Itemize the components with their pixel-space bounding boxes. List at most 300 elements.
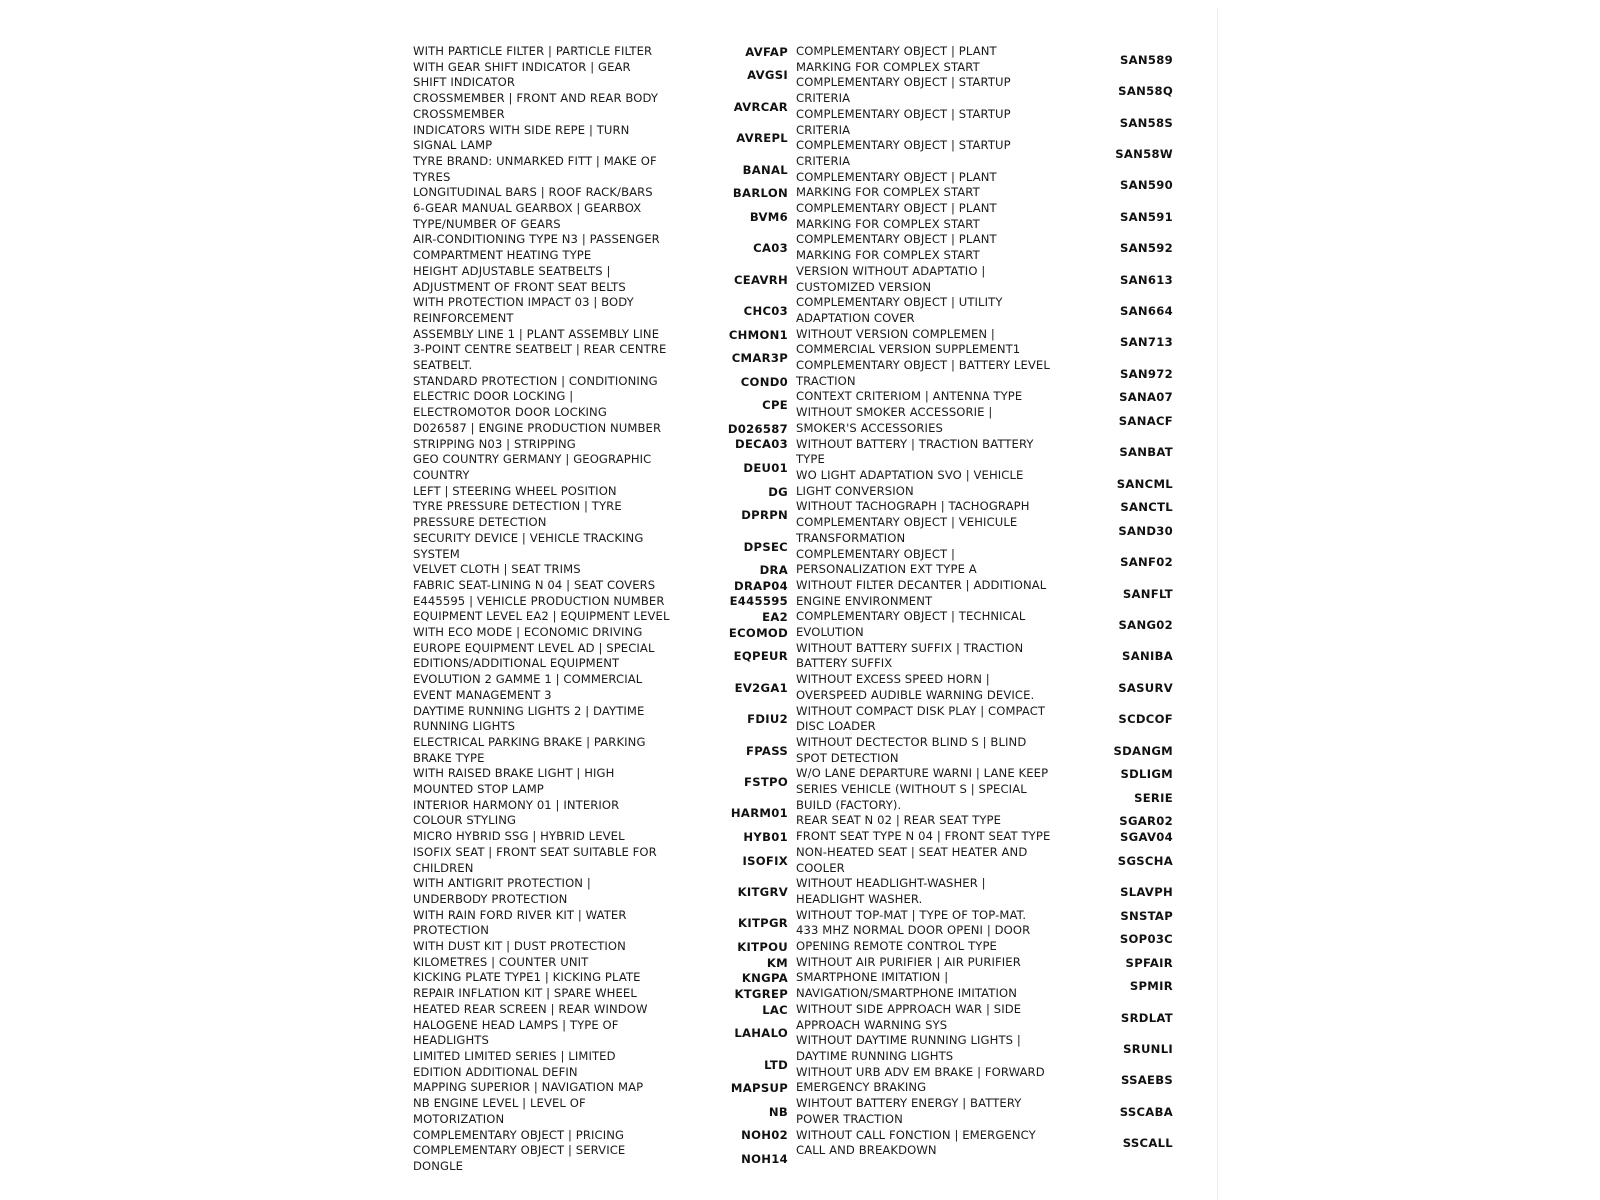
- option-row: [796, 845, 1173, 876]
- option-description: [413, 201, 685, 232]
- option-row: [413, 609, 788, 625]
- option-code: BVM6: [749, 209, 788, 224]
- option-description: [413, 1018, 685, 1049]
- option-code: ISOFIX: [742, 853, 788, 868]
- option-description-line: STANDARD PROTECTION | CONDITIONING: [413, 373, 658, 388]
- option-description: [796, 515, 1066, 546]
- option-row: [796, 829, 1173, 845]
- option-description: [796, 295, 1066, 326]
- page-edge-shadow: [1217, 8, 1218, 1200]
- option-code: SGSCHA: [1117, 853, 1173, 868]
- option-description-line: ELECTRIC DOOR LOCKING |: [413, 389, 574, 404]
- option-description: [413, 1049, 685, 1080]
- option-code: CPE: [762, 398, 788, 413]
- option-description-line: CRITERIA: [796, 153, 851, 168]
- option-description-line: MARKING FOR COMPLEX START: [796, 216, 980, 231]
- option-description-line: LEFT | STEERING WHEEL POSITION: [413, 483, 617, 498]
- option-description-line: CRITERIA: [796, 122, 851, 137]
- option-description: [413, 484, 685, 500]
- option-row: [413, 955, 788, 971]
- option-description-line: BRAKE TYPE: [413, 750, 485, 765]
- option-row: [413, 1143, 788, 1174]
- option-row: [796, 405, 1173, 436]
- option-description-line: HEATED REAR SCREEN | REAR WINDOW: [413, 1001, 648, 1016]
- option-row: [796, 515, 1173, 546]
- option-description: [413, 232, 685, 263]
- option-row: [796, 955, 1173, 971]
- option-description-line: WITHOUT BATTERY | TRACTION BATTERY: [796, 436, 1034, 451]
- option-description: [796, 735, 1066, 766]
- option-description-line: LONGITUDINAL BARS | ROOF RACK/BARS: [413, 185, 653, 200]
- option-code: SAN613: [1119, 272, 1173, 287]
- option-code: SANIBA: [1122, 649, 1173, 664]
- option-description-line: WITH GEAR SHIFT INDICATOR | GEAR: [413, 59, 631, 74]
- option-row: [796, 44, 1173, 75]
- option-code: SAN591: [1119, 209, 1173, 224]
- option-code: CA03: [753, 241, 788, 256]
- option-code: KITPGR: [738, 916, 788, 931]
- option-description-line: CROSSMEMBER: [413, 106, 505, 121]
- option-description: [796, 1096, 1066, 1127]
- option-description-line: MAPPING SUPERIOR | NAVIGATION MAP: [413, 1080, 644, 1095]
- option-description-line: WITHOUT BATTERY SUFFIX | TRACTION: [796, 640, 1024, 655]
- option-description: [796, 1033, 1066, 1064]
- option-description: [796, 672, 1066, 703]
- option-code: ECOMOD: [728, 625, 788, 640]
- option-description-line: PRESSURE DETECTION: [413, 515, 547, 530]
- option-code: DRAP04: [734, 578, 788, 593]
- option-description-line: AIR-CONDITIONING TYPE N3 | PASSENGER: [413, 232, 660, 247]
- option-code: LAC: [762, 1002, 788, 1017]
- option-description: [413, 421, 685, 437]
- option-description-line: COMPLEMENTARY OBJECT |: [796, 546, 955, 561]
- option-row: [413, 1049, 788, 1080]
- option-description-line: WITHOUT FILTER DECANTER | ADDITIONAL: [796, 577, 1047, 592]
- option-description-line: 6-GEAR MANUAL GEARBOX | GEARBOX: [413, 201, 642, 216]
- option-description-line: NON-HEATED SEAT | SEAT HEATER AND: [796, 844, 1028, 859]
- option-code: KNGPA: [741, 971, 788, 986]
- option-row: [796, 735, 1173, 766]
- option-code: SAN972: [1119, 366, 1173, 381]
- option-description-line: WIHTOUT BATTERY ENERGY | BATTERY: [796, 1096, 1022, 1111]
- option-description-line: WITHOUT HEADLIGHT-WASHER |: [796, 876, 986, 891]
- option-row: [413, 704, 788, 735]
- option-code: LTD: [764, 1057, 788, 1072]
- option-description-line: COMPLEMENTARY OBJECT | SERVICE: [413, 1143, 626, 1158]
- option-code: SANF02: [1120, 555, 1173, 570]
- option-code: BANAL: [742, 162, 788, 177]
- option-description-line: EVOLUTION 2 GAMME 1 | COMMERCIAL: [413, 672, 643, 687]
- option-code: COND0: [740, 374, 788, 389]
- option-description: [796, 704, 1066, 735]
- option-description: [796, 437, 1066, 468]
- option-description-line: EVENT MANAGEMENT 3: [413, 687, 552, 702]
- option-description: [413, 44, 685, 60]
- option-row: [413, 531, 788, 562]
- option-description: [796, 1128, 1066, 1159]
- option-row: [413, 185, 788, 201]
- option-description: [413, 185, 685, 201]
- option-description: [413, 955, 685, 971]
- option-row: [796, 75, 1173, 106]
- option-description: [796, 468, 1066, 499]
- option-row: [413, 91, 788, 122]
- option-row: [796, 1096, 1173, 1127]
- option-description-line: REAR SEAT N 02 | REAR SEAT TYPE: [796, 813, 1002, 828]
- option-description: [796, 107, 1066, 138]
- option-description-line: BATTERY SUFFIX: [796, 656, 893, 671]
- option-code: CHMON1: [728, 327, 788, 342]
- option-description-line: LIGHT CONVERSION: [796, 483, 914, 498]
- option-description-line: MARKING FOR COMPLEX START: [796, 248, 980, 263]
- option-row: [413, 437, 788, 453]
- option-code: SAN664: [1119, 303, 1173, 318]
- option-code: NOH02: [741, 1128, 788, 1143]
- option-description: [796, 923, 1066, 954]
- option-code: SANA07: [1119, 390, 1173, 405]
- option-row: [413, 44, 788, 60]
- option-description-line: OVERSPEED AUDIBLE WARNING DEVICE.: [796, 687, 1035, 702]
- option-row: [796, 107, 1173, 138]
- option-code: AVGSI: [747, 68, 788, 83]
- option-code: SDANGM: [1113, 743, 1173, 758]
- option-code: AVREPL: [736, 131, 788, 146]
- option-description-line: WITHOUT SIDE APPROACH WAR | SIDE: [796, 1001, 1022, 1016]
- option-description: [413, 264, 685, 295]
- option-description: [796, 327, 1066, 358]
- option-row: [413, 154, 788, 185]
- option-description: [413, 531, 685, 562]
- option-code: DEU01: [743, 460, 788, 475]
- option-row: [413, 1018, 788, 1049]
- option-description-line: WITH PARTICLE FILTER | PARTICLE FILTER: [413, 44, 653, 58]
- option-description-line: COMPLEMENTARY OBJECT | PLANT: [796, 201, 997, 216]
- option-code: SANG02: [1118, 618, 1173, 633]
- option-description: [413, 829, 685, 845]
- option-description-line: WITH ECO MODE | ECONOMIC DRIVING: [413, 625, 643, 640]
- option-description-line: WITHOUT DECTECTOR BLIND S | BLIND: [796, 734, 1027, 749]
- option-description-line: WITHOUT DAYTIME RUNNING LIGHTS |: [796, 1033, 1021, 1048]
- option-row: [796, 138, 1173, 169]
- option-description: [796, 1065, 1066, 1096]
- option-row: [796, 1128, 1173, 1159]
- option-description-line: ASSEMBLY LINE 1 | PLANT ASSEMBLY LINE: [413, 326, 660, 341]
- option-description-line: MARKING FOR COMPLEX START: [796, 59, 980, 74]
- option-code: SANCML: [1116, 476, 1173, 491]
- option-description: [413, 1080, 685, 1096]
- option-code: SDLIGM: [1120, 767, 1173, 782]
- option-row: [796, 468, 1173, 499]
- option-row: [413, 594, 788, 610]
- option-description-line: WITH DUST KIT | DUST PROTECTION: [413, 939, 626, 954]
- option-description: [413, 452, 685, 483]
- option-code: DPRPN: [741, 508, 788, 523]
- option-code: SAN58Q: [1118, 84, 1173, 99]
- option-row: [413, 876, 788, 907]
- option-description: [413, 499, 685, 530]
- option-description: [796, 389, 1066, 405]
- option-description-line: TRACTION: [796, 373, 856, 388]
- option-row: [796, 578, 1173, 609]
- option-row: [413, 845, 788, 876]
- option-row: [796, 327, 1173, 358]
- option-description: [413, 1002, 685, 1018]
- option-row: [796, 358, 1173, 389]
- option-row: [796, 672, 1173, 703]
- option-code: SLAVPH: [1120, 884, 1173, 899]
- option-code: SSCABA: [1119, 1104, 1173, 1119]
- option-description: [796, 138, 1066, 169]
- option-row: [796, 876, 1173, 907]
- option-description-line: 3-POINT CENTRE SEATBELT | REAR CENTRE: [413, 342, 667, 357]
- option-description-line: ELECTROMOTOR DOOR LOCKING: [413, 405, 607, 420]
- option-code: FDIU2: [747, 712, 788, 727]
- left-option-column: [413, 44, 788, 1175]
- option-description: [413, 60, 685, 91]
- option-code: FSTPO: [743, 775, 788, 790]
- option-description-line: WITH RAIN FORD RIVER KIT | WATER: [413, 907, 627, 922]
- option-description-line: COOLER: [796, 860, 845, 875]
- option-description-line: E445595 | VEHICLE PRODUCTION NUMBER: [413, 593, 665, 608]
- option-description-line: CALL AND BREAKDOWN: [796, 1143, 937, 1158]
- option-description: [413, 295, 685, 326]
- option-description-line: SECURITY DEVICE | VEHICLE TRACKING: [413, 530, 644, 545]
- option-description-line: CHILDREN: [413, 860, 474, 875]
- option-description-line: DONGLE: [413, 1158, 464, 1173]
- option-description-line: SYSTEM: [413, 546, 460, 561]
- option-code: DRA: [759, 563, 788, 578]
- option-description-line: APPROACH WARNING SYS: [796, 1017, 948, 1032]
- option-row: [796, 499, 1173, 515]
- option-description-line: COMPLEMENTARY OBJECT | STARTUP: [796, 138, 1011, 153]
- option-description-line: EDITION ADDITIONAL DEFIN: [413, 1064, 578, 1079]
- option-code: SAN590: [1119, 178, 1173, 193]
- option-description-line: VELVET CLOTH | SEAT TRIMS: [413, 562, 581, 577]
- option-row: [413, 295, 788, 326]
- option-description-line: RUNNING LIGHTS: [413, 719, 516, 734]
- option-description-line: OPENING REMOTE CONTROL TYPE: [796, 939, 997, 954]
- option-code: NB: [768, 1104, 788, 1119]
- option-description: [413, 123, 685, 154]
- option-row: [796, 609, 1173, 640]
- option-code: KITPOU: [737, 939, 788, 954]
- option-description-line: PROTECTION: [413, 923, 489, 938]
- option-code: CMAR3P: [731, 351, 788, 366]
- option-code: SAND30: [1118, 523, 1173, 538]
- option-row: [796, 704, 1173, 735]
- option-code: SRUNLI: [1123, 1042, 1173, 1056]
- option-description-line: ISOFIX SEAT | FRONT SEAT SUITABLE FOR: [413, 844, 657, 859]
- option-code: CHC03: [743, 303, 788, 318]
- option-description: [796, 547, 1066, 578]
- option-row: [796, 437, 1173, 468]
- option-description: [796, 1002, 1066, 1033]
- option-row: [413, 327, 788, 343]
- option-code: NOH14: [741, 1151, 788, 1166]
- option-row: [413, 970, 788, 986]
- option-row: [796, 547, 1173, 578]
- option-description-line: WITHOUT COMPACT DISK PLAY | COMPACT: [796, 703, 1046, 718]
- option-description-line: EUROPE EQUIPMENT LEVEL AD | SPECIAL: [413, 640, 655, 655]
- option-row: [796, 1065, 1173, 1096]
- option-description-line: MARKING FOR COMPLEX START: [796, 185, 980, 200]
- option-description: [796, 829, 1066, 845]
- option-code: DPSEC: [743, 539, 788, 554]
- option-row: [413, 421, 788, 437]
- option-description: [413, 327, 685, 343]
- option-row: [413, 201, 788, 232]
- option-description-line: COMPLEMENTARY OBJECT | STARTUP: [796, 106, 1011, 121]
- option-description: [796, 170, 1066, 201]
- option-code: DECA03: [735, 437, 788, 452]
- option-code: SGAR02: [1119, 814, 1173, 829]
- option-row: [796, 970, 1173, 1001]
- option-row: [796, 782, 1173, 813]
- option-description: [413, 704, 685, 735]
- option-description: [413, 876, 685, 907]
- option-code: SASURV: [1118, 680, 1173, 695]
- option-description: [796, 782, 1066, 813]
- option-description: [796, 955, 1066, 971]
- option-description: [796, 405, 1066, 436]
- option-description-line: KILOMETRES | COUNTER UNIT: [413, 954, 589, 969]
- option-code: SGAV04: [1120, 830, 1173, 844]
- option-description-line: REPAIR INFLATION KIT | SPARE WHEEL: [413, 986, 637, 1001]
- option-description-line: MOTORIZATION: [413, 1111, 505, 1126]
- option-row: [413, 499, 788, 530]
- option-code: AVRCAR: [733, 99, 788, 114]
- right-option-column: [796, 44, 1173, 1159]
- option-description-line: POWER TRACTION: [796, 1111, 903, 1126]
- option-description-line: COMPLEMENTARY OBJECT | PLANT: [796, 169, 997, 184]
- option-row: [413, 1096, 788, 1127]
- option-description-line: DAYTIME RUNNING LIGHTS 2 | DAYTIME: [413, 703, 645, 718]
- option-code: D026587: [727, 421, 788, 436]
- option-description: [413, 1128, 685, 1144]
- option-description-line: BUILD (FACTORY).: [796, 797, 902, 812]
- option-description: [796, 970, 1066, 1001]
- option-code: SANCTL: [1120, 500, 1173, 515]
- option-code: SCDCOF: [1118, 712, 1173, 727]
- option-description-line: DAYTIME RUNNING LIGHTS: [796, 1049, 954, 1063]
- option-description: [796, 75, 1066, 106]
- option-code: SAN58S: [1119, 115, 1173, 130]
- option-description: [413, 374, 685, 390]
- option-code: LAHALO: [734, 1026, 788, 1041]
- option-description: [413, 342, 685, 373]
- option-description-line: ELECTRICAL PARKING BRAKE | PARKING: [413, 734, 646, 749]
- option-description-line: HEADLIGHT WASHER.: [796, 891, 923, 906]
- option-description: [413, 672, 685, 703]
- option-description-line: DISC LOADER: [796, 719, 876, 734]
- option-description-line: CONTEXT CRITERIOM | ANTENNA TYPE: [796, 389, 1023, 404]
- option-description: [413, 845, 685, 876]
- option-code: HARM01: [730, 806, 788, 821]
- option-code: KM: [766, 955, 788, 970]
- option-description-line: WITHOUT URB ADV EM BRAKE | FORWARD: [796, 1064, 1045, 1079]
- option-code: SAN589: [1119, 52, 1173, 67]
- option-row: [796, 923, 1173, 954]
- option-description: [413, 939, 685, 955]
- option-description: [796, 44, 1066, 75]
- option-description: [796, 876, 1066, 907]
- option-row: [413, 641, 788, 672]
- option-description-line: SMOKER'S ACCESSORIES: [796, 420, 943, 435]
- option-description: [413, 562, 685, 578]
- option-description-line: SIGNAL LAMP: [413, 138, 493, 153]
- option-row: [413, 232, 788, 263]
- option-description-line: HALOGENE HEAD LAMPS | TYPE OF: [413, 1017, 619, 1032]
- option-description-line: WITHOUT VERSION COMPLEMEN |: [796, 326, 995, 341]
- option-description: [796, 232, 1066, 263]
- option-description-line: COMPLEMENTARY OBJECT | STARTUP: [796, 75, 1011, 90]
- option-description-line: WITHOUT TACHOGRAPH | TACHOGRAPH: [796, 499, 1030, 514]
- option-description: [796, 813, 1066, 829]
- option-description: [413, 986, 685, 1002]
- option-description-line: SPOT DETECTION: [796, 750, 899, 765]
- option-code: EA2: [762, 610, 788, 625]
- option-row: [413, 60, 788, 91]
- option-code: SAN713: [1119, 335, 1173, 350]
- option-description: [413, 594, 685, 610]
- option-description-line: EVOLUTION: [796, 625, 864, 640]
- option-code: KTGREP: [734, 987, 788, 1002]
- option-description: [796, 499, 1066, 515]
- option-row: [413, 986, 788, 1002]
- option-description-line: FABRIC SEAT-LINING N 04 | SEAT COVERS: [413, 577, 656, 592]
- option-description-line: PERSONALIZATION EXT TYPE A: [796, 562, 977, 577]
- option-description-line: GEO COUNTRY GERMANY | GEOGRAPHIC: [413, 452, 652, 467]
- option-row: [413, 374, 788, 390]
- option-description: [796, 908, 1066, 924]
- option-description-line: ADJUSTMENT OF FRONT SEAT BELTS: [413, 279, 626, 294]
- option-row: [796, 813, 1173, 829]
- option-description: [413, 766, 685, 797]
- option-row: [413, 578, 788, 594]
- option-description-line: TYPE: [796, 452, 825, 467]
- option-description-line: SERIES VEHICLE (WITHOUT S | SPECIAL: [796, 782, 1027, 797]
- option-description: [796, 358, 1066, 389]
- option-row: [413, 1128, 788, 1144]
- option-code: E445595: [729, 594, 788, 609]
- option-description: [413, 798, 685, 829]
- option-description-line: MOUNTED STOP LAMP: [413, 782, 544, 797]
- option-row: [796, 1002, 1173, 1033]
- option-code: SANFLT: [1122, 586, 1173, 601]
- option-code: SNSTAP: [1120, 908, 1173, 923]
- option-description-line: COMPLEMENTARY OBJECT | BATTERY LEVEL: [796, 358, 1050, 373]
- option-row: [796, 264, 1173, 295]
- option-code: SERIE: [1134, 790, 1173, 805]
- option-row: [413, 452, 788, 483]
- option-code: SOP03C: [1119, 932, 1173, 947]
- option-description-line: CUSTOMIZED VERSION: [796, 279, 932, 294]
- option-description: [413, 609, 685, 625]
- option-code: CEAVRH: [733, 272, 788, 287]
- option-description: [413, 625, 685, 641]
- option-code: SAN592: [1119, 241, 1173, 256]
- option-description: [413, 1096, 685, 1127]
- option-description-line: UNDERBODY PROTECTION: [413, 891, 568, 906]
- option-description: [413, 578, 685, 594]
- option-description: [413, 437, 685, 453]
- option-code: FPASS: [745, 743, 788, 758]
- option-description-line: WITHOUT AIR PURIFIER | AIR PURIFIER: [796, 954, 1021, 969]
- option-description-line: CRITERIA: [796, 91, 851, 106]
- option-row: [413, 625, 788, 641]
- option-row: [796, 201, 1173, 232]
- option-description-line: SHIFT INDICATOR: [413, 75, 516, 90]
